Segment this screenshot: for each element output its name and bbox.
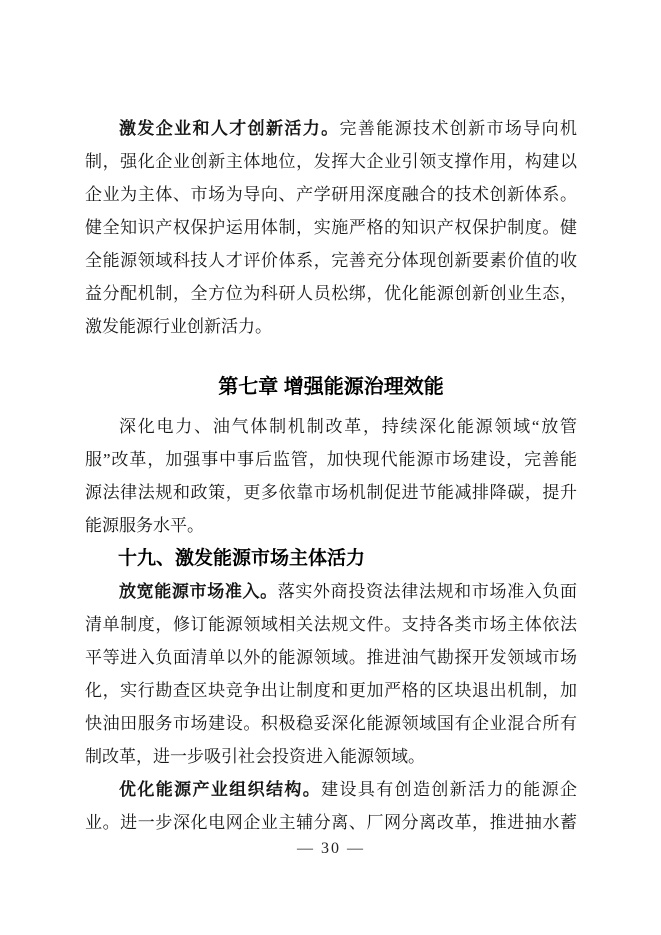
text-line: 健全知识产权保护运用体制，实施严格的知识产权保护制度。健 xyxy=(85,218,577,237)
text-line: 清单制度，修订能源领域相关法规文件。支持各类市场主体依法 xyxy=(85,615,577,634)
paragraph-market-access xyxy=(85,575,577,773)
text-line xyxy=(85,773,577,806)
text-line: 快油田服务市场建设。积极稳妥深化能源领域国有企业混合所有 xyxy=(85,714,577,733)
page-number: — 30 — xyxy=(297,840,365,857)
chapter-heading: 第七章 增强能源治理效能 xyxy=(218,376,444,398)
lead-rest: 落实外商投资法律法规和市场准入负面 xyxy=(277,582,577,601)
text-line: 深化电力、油气体制机制改革，持续深化能源领域“放管 xyxy=(119,417,577,436)
lead-sentence: 激发企业和人才创新活力。 xyxy=(119,119,340,138)
text-line: 业。进一步深化电网企业主辅分离、厂网分离改革，推进抽水蓄 xyxy=(85,813,577,832)
text-line: 制改革，进一步吸引社会投资进入能源领域。 xyxy=(85,747,425,766)
text-line: 能源服务水平。 xyxy=(85,516,204,535)
text-line: 激发能源行业创新活力。 xyxy=(85,317,272,336)
text-line xyxy=(85,575,577,608)
text-line: 服”改革，加强事中事后监管，加快现代能源市场建设，完善能 xyxy=(85,450,577,469)
text-line: 源法律法规和政策，更多依靠市场机制促进节能减排降碳，提升 xyxy=(85,483,577,502)
text-line xyxy=(85,112,577,145)
text-line: 企业为主体、市场为导向、产学研用深度融合的技术创新体系。 xyxy=(85,185,577,204)
lead-sentence: 优化能源产业组织结构。 xyxy=(119,780,322,799)
text-line: 全能源领域科技人才评价体系，完善充分体现创新要素价值的收 xyxy=(85,251,577,270)
lead-rest: 完善能源技术创新市场导向机 xyxy=(339,119,577,138)
text-line: 制，强化企业创新主体地位，发挥大企业引领支撑作用，构建以 xyxy=(85,152,577,171)
paragraph-innovation-vitality xyxy=(85,112,577,343)
text-line: 平等进入负面清单以外的能源领域。推进油气勘探开发领域市场 xyxy=(85,648,577,667)
lead-rest: 建设具有创造创新活力的能源企 xyxy=(321,780,577,799)
text-line: 化，实行勘查区块竞争出让制度和更加严格的区块退出机制，加 xyxy=(85,681,577,700)
text-line: 益分配机制，全方位为科研人员松绑，优化能源创新创业生态， xyxy=(85,284,577,303)
section-heading: 十九、激发能源市场主体活力 xyxy=(118,548,366,569)
lead-sentence: 放宽能源市场准入。 xyxy=(119,582,278,601)
paragraph-industry-structure xyxy=(85,773,577,839)
paragraph-chapter-intro xyxy=(85,410,577,542)
